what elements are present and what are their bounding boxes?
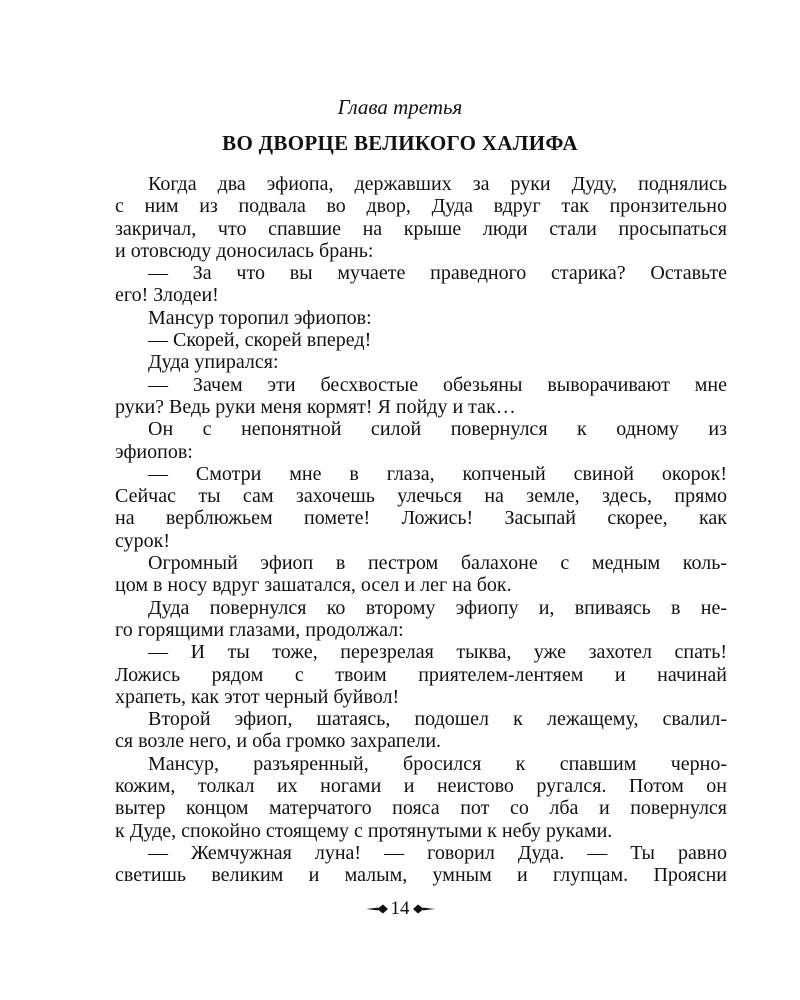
text-line: вытер концом матерчатого пояса пот со лба и повернулся bbox=[115, 797, 727, 820]
text-line: Дуда упирался: bbox=[148, 351, 279, 374]
text-line: Он с непонятной силой повернулся к одному из bbox=[148, 418, 727, 441]
text-line: его! Злодеи! bbox=[115, 284, 219, 307]
text-line: цом в носу вдруг зашатался, осел и лег на бок. bbox=[115, 574, 512, 597]
left-ornament-icon bbox=[366, 904, 388, 914]
text-line: эфиопов: bbox=[115, 440, 193, 463]
text-line: к Дуде, спокойно стоящему с протянутыми к небу руками. bbox=[115, 819, 613, 842]
text-line: го горящими глазами, продолжал: bbox=[115, 618, 404, 641]
text-line: руки? Ведь руки меня кормят! Я пойду и так… bbox=[115, 395, 516, 418]
text-line: — За что вы мучаете праведного старика? Оставьте bbox=[148, 262, 727, 285]
text-line: сурок! bbox=[115, 529, 170, 552]
text-line: Сейчас ты сам захочешь улечься на земле, здесь, прямо bbox=[115, 485, 727, 508]
text-line: и отовсюду доносилась брань: bbox=[115, 239, 374, 262]
text-line: Дуда повернулся ко второму эфиопу и, впиваясь в не- bbox=[148, 596, 727, 619]
page-number-footer bbox=[0, 897, 800, 921]
text-line: Ложись рядом с твоим приятелем-лентяем и начинай bbox=[115, 663, 727, 686]
text-line: на верблюжьем помете! Ложись! Засыпай скорее, как bbox=[115, 507, 727, 530]
text-line: светишь великим и малым, умным и глупцам. Проясни bbox=[115, 864, 727, 887]
chapter-heading: Глава третья bbox=[337, 95, 463, 119]
text-line: Когда два эфиопа, державших за руки Дуду, поднялись bbox=[148, 173, 727, 195]
text-line: ся возле него, и оба громко захрапели. bbox=[115, 730, 442, 753]
text-line: Второй эфиоп, шатаясь, подошел к лежащему, свалил- bbox=[148, 708, 727, 731]
page-number: 14 bbox=[390, 898, 410, 919]
chapter-title: ВО ДВОРЦЕ ВЕЛИКОГО ХАЛИФА bbox=[222, 131, 578, 155]
text-line: Огромный эфиоп в пестром балахоне с медным коль- bbox=[148, 552, 727, 575]
text-line: храпеть, как этот черный буйвол! bbox=[115, 685, 400, 708]
text-line: — Жемчужная луна! — говорил Дуда. — Ты равно bbox=[148, 841, 727, 864]
text-line: — Скорей, скорей вперед! bbox=[148, 329, 372, 352]
right-ornament-icon bbox=[413, 904, 435, 914]
text-line: закричал, что спавшие на крыше люди стали просыпаться bbox=[115, 217, 727, 240]
text-line: — И ты тоже, перезрелая тыква, уже захотел спать! bbox=[148, 641, 727, 664]
text-line: кожим, толкал их ногами и неистово ругался. Потом он bbox=[115, 775, 727, 798]
text-line: — Зачем эти бесхвостые обезьяны выворачивают мне bbox=[148, 373, 727, 396]
text-line: с ним из подвала во двор, Дуда вдруг так пронзительно bbox=[115, 195, 727, 218]
text-line: Мансур торопил эфиопов: bbox=[148, 306, 372, 329]
text-line: Мансур, разъяренный, бросился к спавшим черно- bbox=[148, 752, 727, 775]
text-line: — Смотри мне в глаза, копченый свиной окорок! bbox=[148, 462, 727, 485]
body-text bbox=[115, 173, 727, 887]
